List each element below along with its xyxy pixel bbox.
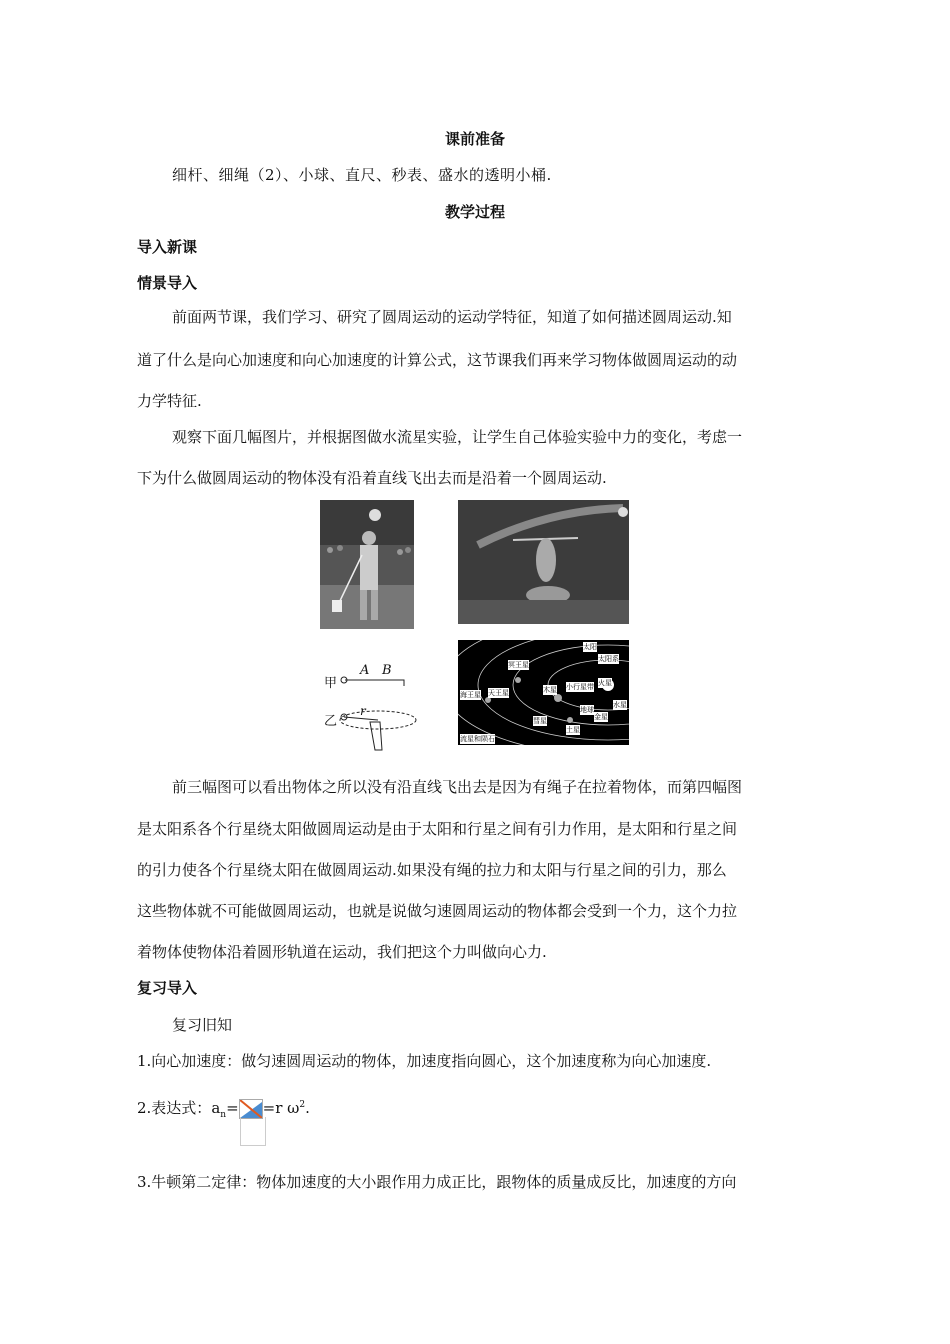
label-b: B xyxy=(382,663,392,678)
acrobat-photo xyxy=(458,500,629,624)
scene-para2-line1: 观察下面几幅图片，并根据图做水流星实验，让学生自己体验实验中力的变化，考虑一 xyxy=(172,428,743,446)
label-r: r xyxy=(360,704,366,718)
after-fig-line1: 前三幅图可以看出物体之所以没有沿直线飞出去是因为有绳子在拉着物体，而第四幅图 xyxy=(172,778,743,796)
review-item-1: 1.向心加速度：做匀速圆周运动的物体，加速度指向圆心，这个加速度称为向心加速度. xyxy=(137,1052,712,1070)
item2-sub: n xyxy=(220,1110,227,1120)
solar-label-earth: 地球 xyxy=(580,706,594,714)
solar-label-meteors: 流星和陨石 xyxy=(460,735,495,743)
solar-label-uranus: 天王星 xyxy=(488,689,509,697)
solar-label-venus: 金星 xyxy=(594,713,608,721)
intro-heading: 导入新课 xyxy=(137,238,198,256)
after-fig-line3: 的引力使各个行星绕太阳在做圆周运动.如果没有绳的拉力和太阳与行星之间的引力，那么 xyxy=(137,861,727,879)
after-fig-line2: 是太阳系各个行星绕太阳做圆周运动是由于太阳和行星之间有引力作用，是太阳和行星之间 xyxy=(137,820,738,838)
scene-para1-line2: 道了什么是向心加速度和向心加速度的计算公式，这节课我们再来学习物体做圆周运动的动 xyxy=(137,351,738,369)
solar-label-asteroid-belt: 小行星带 xyxy=(566,683,594,691)
review-sub: 复习旧知 xyxy=(172,1016,233,1034)
formula-image-icon xyxy=(239,1099,263,1119)
solar-label-jupiter: 木星 xyxy=(543,686,557,694)
scene-para1-line1: 前面两节课，我们学习、研究了圆周运动的运动学特征，知道了如何描述圆周运动.知 xyxy=(172,308,732,326)
scene-heading: 情景导入 xyxy=(137,274,198,292)
after-fig-line4: 这些物体就不可能做圆周运动，也就是说做匀速圆周运动的物体都会受到一个力，这个力拉 xyxy=(137,902,738,920)
solar-label-sun: 太阳 xyxy=(583,643,597,651)
label-a: A xyxy=(360,663,370,678)
rope-ball-diagram xyxy=(320,660,420,755)
label-yi: 乙 xyxy=(324,714,338,729)
item2-sup: 2 xyxy=(299,1100,306,1110)
prep-items: 细杆、细绳（2）、小球、直尺、秒表、盛水的透明小桶. xyxy=(172,166,552,184)
solar-system-figure xyxy=(458,640,629,745)
solar-label-neptune: 海王星 xyxy=(460,691,481,699)
prep-heading: 课前准备 xyxy=(444,130,505,148)
item2-end: . xyxy=(305,1099,310,1117)
scene-para2-line2: 下为什么做圆周运动的物体没有沿着直线飞出去而是沿着一个圆周运动. xyxy=(137,469,607,487)
scene-para1-line3: 力学特征. xyxy=(137,392,202,410)
review-heading: 复习导入 xyxy=(137,979,198,997)
label-jia: 甲 xyxy=(324,676,338,691)
solar-label-mars: 火星 xyxy=(598,679,612,687)
item2-eq1: = xyxy=(226,1099,239,1117)
item2-eq2: =r ω xyxy=(262,1099,300,1117)
solar-label-pluto: 冥王星 xyxy=(508,661,529,669)
process-heading: 教学过程 xyxy=(444,203,505,221)
review-item-2 xyxy=(137,1097,310,1120)
solar-label-saturn: 土星 xyxy=(566,726,580,734)
item2-a: a xyxy=(211,1099,221,1117)
item2-prefix: 2.表达式： xyxy=(137,1099,212,1117)
water-meteor-photo xyxy=(320,500,414,629)
after-fig-line5: 着物体使物体沿着圆形轨道在运动，我们把这个力叫做向心力. xyxy=(137,943,547,961)
solar-label-mercury: 水星 xyxy=(613,701,627,709)
solar-label-comet: 彗星 xyxy=(533,717,547,725)
solar-label-solar-system: 太阳系 xyxy=(598,655,619,663)
formula-frame xyxy=(240,1117,266,1146)
review-item-3: 3.牛顿第二定律：物体加速度的大小跟作用力成正比，跟物体的质量成反比，加速度的方向 xyxy=(137,1173,737,1191)
